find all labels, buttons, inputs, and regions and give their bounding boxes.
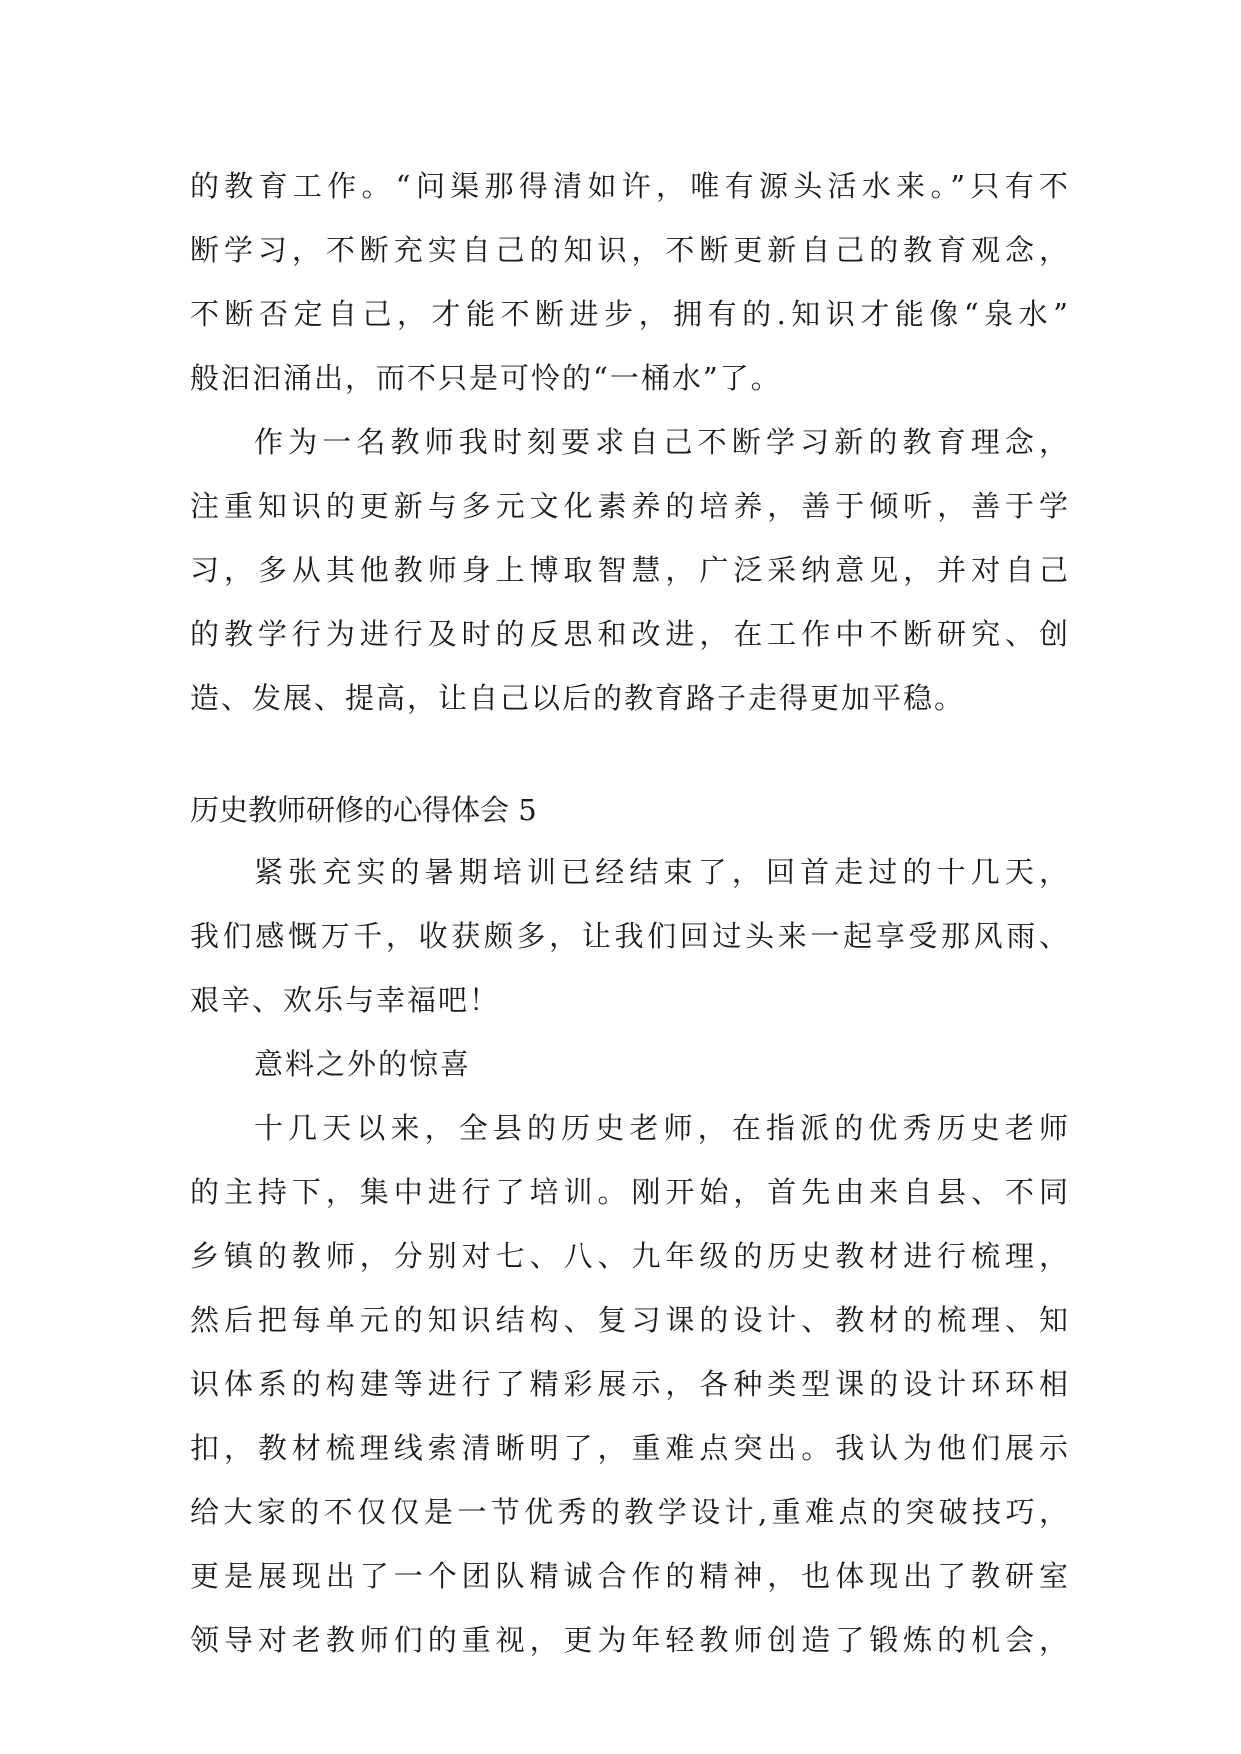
text-line: 注重知识的更新与多元文化素养的培养，善于倾听，善于学 [190,489,1070,523]
text-line: 断学习，不断充实自己的知识，不断更新自己的教育观念， [190,233,1070,267]
text-line: 然后把每单元的知识结构、复习课的设计、教材的梳理、知 [190,1303,1070,1337]
text-line: 十几天以来，全县的历史老师，在指派的优秀历史老师 [254,1111,1070,1145]
text-line: 更是展现出了一个团队精诚合作的精神，也体现出了教研室 [190,1559,1070,1593]
subheading: 意料之外的惊喜 [254,1047,472,1081]
text-line: 的主持下，集中进行了培训。刚开始，首先由来自县、不同 [190,1175,1070,1209]
text-line: 的教学行为进行及时的反思和改进，在工作中不断研究、创 [190,617,1070,651]
text-line: 识体系的构建等进行了精彩展示，各种类型课的设计环环相 [190,1367,1070,1401]
text-line: 我们感慨万千，收获颇多，让我们回过头来一起享受那风雨、 [190,919,1070,953]
text-line: 般汩汩涌出，而不只是可怜的“一桶水”了。 [190,361,782,395]
text-line: 习，多从其他教师身上博取智慧，广泛采纳意见，并对自己 [190,553,1070,587]
text-line: 领导对老教师们的重视，更为年轻教师创造了锻炼的机会， [190,1623,1070,1657]
section-title: 历史教师研修的心得体会 5 [190,793,537,827]
text-line: 给大家的不仅仅是一节优秀的教学设计,重难点的突破技巧， [190,1495,1070,1529]
text-line: 不断否定自己，才能不断进步，拥有的.知识才能像“泉水” [190,297,1070,331]
text-line: 造、发展、提高，让自己以后的教育路子走得更加平稳。 [190,681,966,715]
text-line: 艰辛、欢乐与幸福吧！ [190,983,501,1017]
text-line: 乡镇的教师，分别对七、八、九年级的历史教材进行梳理， [190,1239,1070,1273]
text-line: 作为一名教师我时刻要求自己不断学习新的教育理念， [254,425,1070,459]
text-line: 紧张充实的暑期培训已经结束了，回首走过的十几天， [254,855,1070,889]
text-line: 扣，教材梳理线索清晰明了，重难点突出。我认为他们展示 [190,1431,1070,1465]
text-line: 的教育工作。“问渠那得清如许，唯有源头活水来。”只有不 [190,169,1070,203]
